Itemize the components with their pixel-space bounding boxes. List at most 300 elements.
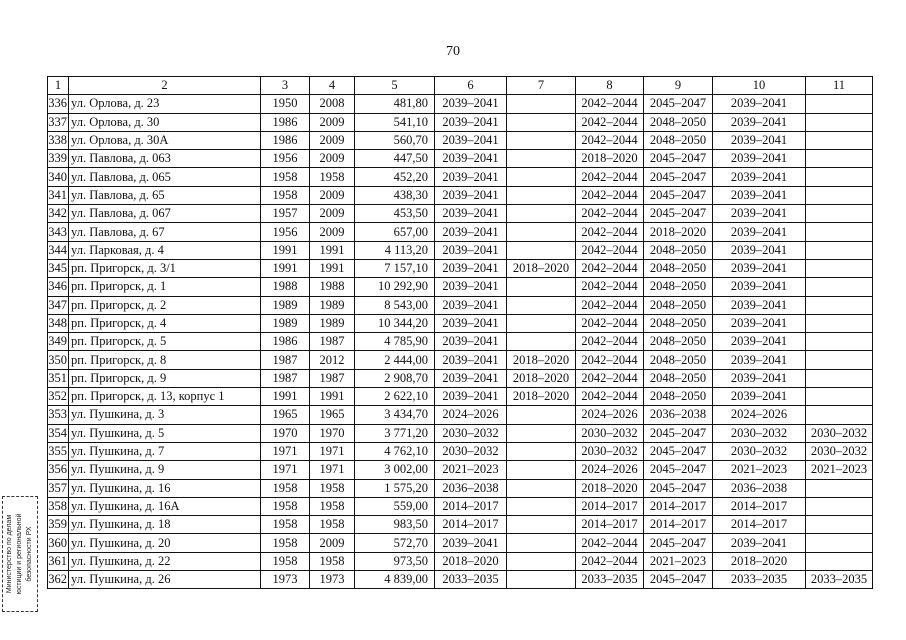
row-number-cell: 337 bbox=[48, 113, 69, 131]
area-cell: 481,80 bbox=[355, 95, 435, 113]
row-number-cell: 341 bbox=[48, 186, 69, 204]
row-number-cell: 356 bbox=[48, 461, 69, 479]
year-commissioned-cell: 2009 bbox=[310, 205, 355, 223]
table-row bbox=[48, 442, 873, 460]
period-col10-cell: 2039–2041 bbox=[713, 351, 806, 369]
address-cell: ул. Парковая, д. 4 bbox=[69, 241, 261, 259]
period-col9-cell: 2048–2050 bbox=[644, 131, 713, 149]
table-row bbox=[48, 351, 873, 369]
table-row bbox=[48, 571, 873, 589]
period-col7-cell bbox=[507, 113, 576, 131]
area-cell: 10 344,20 bbox=[355, 314, 435, 332]
row-number-cell: 358 bbox=[48, 497, 69, 515]
area-cell: 560,70 bbox=[355, 131, 435, 149]
column-header: 8 bbox=[576, 77, 644, 95]
period-col9-cell: 2045–2047 bbox=[644, 442, 713, 460]
period-col9-cell: 2048–2050 bbox=[644, 113, 713, 131]
period-col10-cell: 2030–2032 bbox=[713, 424, 806, 442]
period-col10-cell: 2039–2041 bbox=[713, 278, 806, 296]
row-number-cell: 346 bbox=[48, 278, 69, 296]
row-number-cell: 338 bbox=[48, 131, 69, 149]
period-col9-cell: 2048–2050 bbox=[644, 351, 713, 369]
period-col11-cell bbox=[806, 186, 873, 204]
address-cell: рп. Пригорск, д. 5 bbox=[69, 333, 261, 351]
period-col9-cell: 2045–2047 bbox=[644, 186, 713, 204]
period-col7-cell bbox=[507, 571, 576, 589]
address-cell: ул. Орлова, д. 30 bbox=[69, 113, 261, 131]
period-col6-cell: 2039–2041 bbox=[435, 333, 507, 351]
period-col10-cell: 2021–2023 bbox=[713, 461, 806, 479]
table-row bbox=[48, 479, 873, 497]
year-built-cell: 1956 bbox=[261, 223, 310, 241]
year-built-cell: 1950 bbox=[261, 95, 310, 113]
period-col7-cell bbox=[507, 205, 576, 223]
period-col10-cell: 2033–2035 bbox=[713, 571, 806, 589]
address-cell: ул. Пушкина, д. 16А bbox=[69, 497, 261, 515]
area-cell: 4 113,20 bbox=[355, 241, 435, 259]
row-number-cell: 347 bbox=[48, 296, 69, 314]
row-number-cell: 362 bbox=[48, 571, 69, 589]
area-cell: 453,50 bbox=[355, 205, 435, 223]
address-cell: ул. Пушкина, д. 7 bbox=[69, 442, 261, 460]
period-col6-cell: 2039–2041 bbox=[435, 388, 507, 406]
period-col9-cell: 2045–2047 bbox=[644, 461, 713, 479]
period-col8-cell: 2042–2044 bbox=[576, 388, 644, 406]
period-col10-cell: 2039–2041 bbox=[713, 388, 806, 406]
period-col9-cell: 2045–2047 bbox=[644, 150, 713, 168]
period-col7-cell bbox=[507, 424, 576, 442]
table-header-row bbox=[48, 77, 873, 95]
address-cell: ул. Пушкина, д. 18 bbox=[69, 516, 261, 534]
year-built-cell: 1987 bbox=[261, 351, 310, 369]
period-col9-cell: 2048–2050 bbox=[644, 388, 713, 406]
period-col11-cell: 2021–2023 bbox=[806, 461, 873, 479]
column-header: 2 bbox=[69, 77, 261, 95]
year-built-cell: 1956 bbox=[261, 150, 310, 168]
year-built-cell: 1958 bbox=[261, 186, 310, 204]
period-col9-cell: 2018–2020 bbox=[644, 223, 713, 241]
column-header: 9 bbox=[644, 77, 713, 95]
period-col10-cell: 2039–2041 bbox=[713, 223, 806, 241]
period-col6-cell: 2039–2041 bbox=[435, 351, 507, 369]
year-commissioned-cell: 1971 bbox=[310, 461, 355, 479]
period-col8-cell: 2018–2020 bbox=[576, 150, 644, 168]
column-header: 7 bbox=[507, 77, 576, 95]
period-col6-cell: 2039–2041 bbox=[435, 259, 507, 277]
address-cell: ул. Орлова, д. 23 bbox=[69, 95, 261, 113]
period-col7-cell bbox=[507, 95, 576, 113]
period-col6-cell: 2039–2041 bbox=[435, 278, 507, 296]
year-commissioned-cell: 1987 bbox=[310, 333, 355, 351]
year-built-cell: 1958 bbox=[261, 479, 310, 497]
period-col7-cell bbox=[507, 131, 576, 149]
period-col7-cell bbox=[507, 278, 576, 296]
area-cell: 973,50 bbox=[355, 552, 435, 570]
year-commissioned-cell: 1958 bbox=[310, 168, 355, 186]
column-header: 10 bbox=[713, 77, 806, 95]
period-col9-cell: 2045–2047 bbox=[644, 168, 713, 186]
table-row bbox=[48, 516, 873, 534]
period-col10-cell: 2039–2041 bbox=[713, 369, 806, 387]
period-col7-cell bbox=[507, 534, 576, 552]
period-col8-cell: 2024–2026 bbox=[576, 406, 644, 424]
row-number-cell: 345 bbox=[48, 259, 69, 277]
period-col6-cell: 2021–2023 bbox=[435, 461, 507, 479]
period-col6-cell: 2039–2041 bbox=[435, 205, 507, 223]
year-commissioned-cell: 2009 bbox=[310, 150, 355, 168]
year-built-cell: 1970 bbox=[261, 424, 310, 442]
period-col8-cell: 2030–2032 bbox=[576, 442, 644, 460]
table-row bbox=[48, 296, 873, 314]
period-col11-cell bbox=[806, 150, 873, 168]
period-col8-cell: 2042–2044 bbox=[576, 131, 644, 149]
row-number-cell: 359 bbox=[48, 516, 69, 534]
year-commissioned-cell: 2008 bbox=[310, 95, 355, 113]
row-number-cell: 353 bbox=[48, 406, 69, 424]
year-commissioned-cell: 1965 bbox=[310, 406, 355, 424]
period-col10-cell: 2014–2017 bbox=[713, 497, 806, 515]
period-col6-cell: 2030–2032 bbox=[435, 424, 507, 442]
registration-stamp bbox=[2, 496, 38, 612]
address-cell: рп. Пригорск, д. 1 bbox=[69, 278, 261, 296]
period-col11-cell bbox=[806, 296, 873, 314]
column-header: 11 bbox=[806, 77, 873, 95]
period-col10-cell: 2039–2041 bbox=[713, 205, 806, 223]
table-row bbox=[48, 223, 873, 241]
year-commissioned-cell: 1988 bbox=[310, 278, 355, 296]
period-col11-cell bbox=[806, 516, 873, 534]
table-row bbox=[48, 552, 873, 570]
period-col11-cell bbox=[806, 497, 873, 515]
area-cell: 7 157,10 bbox=[355, 259, 435, 277]
period-col7-cell: 2018–2020 bbox=[507, 369, 576, 387]
year-built-cell: 1988 bbox=[261, 278, 310, 296]
row-number-cell: 343 bbox=[48, 223, 69, 241]
year-built-cell: 1989 bbox=[261, 296, 310, 314]
year-built-cell: 1971 bbox=[261, 461, 310, 479]
period-col7-cell bbox=[507, 406, 576, 424]
period-col11-cell bbox=[806, 314, 873, 332]
period-col6-cell: 2039–2041 bbox=[435, 369, 507, 387]
address-cell: ул. Пушкина, д. 9 bbox=[69, 461, 261, 479]
row-number-cell: 354 bbox=[48, 424, 69, 442]
address-cell: рп. Пригорск, д. 9 bbox=[69, 369, 261, 387]
row-number-cell: 348 bbox=[48, 314, 69, 332]
period-col9-cell: 2048–2050 bbox=[644, 278, 713, 296]
address-cell: ул. Павлова, д. 65 bbox=[69, 186, 261, 204]
row-number-cell: 350 bbox=[48, 351, 69, 369]
address-cell: ул. Пушкина, д. 26 bbox=[69, 571, 261, 589]
area-cell: 438,30 bbox=[355, 186, 435, 204]
year-commissioned-cell: 1958 bbox=[310, 497, 355, 515]
period-col6-cell: 2039–2041 bbox=[435, 168, 507, 186]
period-col6-cell: 2024–2026 bbox=[435, 406, 507, 424]
year-commissioned-cell: 1989 bbox=[310, 314, 355, 332]
table-row bbox=[48, 259, 873, 277]
period-col8-cell: 2042–2044 bbox=[576, 186, 644, 204]
period-col10-cell: 2024–2026 bbox=[713, 406, 806, 424]
year-commissioned-cell: 2009 bbox=[310, 113, 355, 131]
period-col10-cell: 2018–2020 bbox=[713, 552, 806, 570]
table-row bbox=[48, 497, 873, 515]
period-col6-cell: 2030–2032 bbox=[435, 442, 507, 460]
period-col9-cell: 2045–2047 bbox=[644, 424, 713, 442]
period-col11-cell bbox=[806, 113, 873, 131]
page-number: 70 bbox=[446, 44, 460, 59]
period-col8-cell: 2042–2044 bbox=[576, 296, 644, 314]
year-built-cell: 1991 bbox=[261, 241, 310, 259]
period-col11-cell bbox=[806, 278, 873, 296]
period-col6-cell: 2039–2041 bbox=[435, 95, 507, 113]
period-col10-cell: 2039–2041 bbox=[713, 131, 806, 149]
column-header: 6 bbox=[435, 77, 507, 95]
year-commissioned-cell: 1991 bbox=[310, 259, 355, 277]
year-built-cell: 1971 bbox=[261, 442, 310, 460]
period-col11-cell bbox=[806, 205, 873, 223]
year-built-cell: 1986 bbox=[261, 113, 310, 131]
period-col8-cell: 2030–2032 bbox=[576, 424, 644, 442]
period-col7-cell bbox=[507, 479, 576, 497]
area-cell: 559,00 bbox=[355, 497, 435, 515]
period-col9-cell: 2045–2047 bbox=[644, 205, 713, 223]
area-cell: 657,00 bbox=[355, 223, 435, 241]
year-commissioned-cell: 1958 bbox=[310, 479, 355, 497]
period-col7-cell bbox=[507, 516, 576, 534]
period-col8-cell: 2042–2044 bbox=[576, 552, 644, 570]
address-cell: рп. Пригорск, д. 13, корпус 1 bbox=[69, 388, 261, 406]
row-number-cell: 352 bbox=[48, 388, 69, 406]
area-cell: 10 292,90 bbox=[355, 278, 435, 296]
table-row bbox=[48, 95, 873, 113]
period-col10-cell: 2039–2041 bbox=[713, 259, 806, 277]
period-col11-cell bbox=[806, 259, 873, 277]
area-cell: 452,20 bbox=[355, 168, 435, 186]
period-col9-cell: 2045–2047 bbox=[644, 534, 713, 552]
period-col9-cell: 2045–2047 bbox=[644, 571, 713, 589]
year-built-cell: 1987 bbox=[261, 369, 310, 387]
period-col9-cell: 2036–2038 bbox=[644, 406, 713, 424]
year-built-cell: 1958 bbox=[261, 552, 310, 570]
area-cell: 572,70 bbox=[355, 534, 435, 552]
period-col6-cell: 2039–2041 bbox=[435, 223, 507, 241]
period-col6-cell: 2014–2017 bbox=[435, 497, 507, 515]
period-col7-cell bbox=[507, 186, 576, 204]
row-number-cell: 340 bbox=[48, 168, 69, 186]
table-row bbox=[48, 314, 873, 332]
period-col10-cell: 2039–2041 bbox=[713, 113, 806, 131]
area-cell: 4 785,90 bbox=[355, 333, 435, 351]
row-number-cell: 355 bbox=[48, 442, 69, 460]
year-built-cell: 1973 bbox=[261, 571, 310, 589]
area-cell: 447,50 bbox=[355, 150, 435, 168]
row-number-cell: 351 bbox=[48, 369, 69, 387]
period-col9-cell: 2045–2047 bbox=[644, 479, 713, 497]
period-col10-cell: 2030–2032 bbox=[713, 442, 806, 460]
area-cell: 3 002,00 bbox=[355, 461, 435, 479]
year-commissioned-cell: 1970 bbox=[310, 424, 355, 442]
period-col7-cell bbox=[507, 168, 576, 186]
period-col8-cell: 2042–2044 bbox=[576, 223, 644, 241]
table-row bbox=[48, 461, 873, 479]
column-header: 3 bbox=[261, 77, 310, 95]
period-col11-cell bbox=[806, 168, 873, 186]
period-col8-cell: 2042–2044 bbox=[576, 95, 644, 113]
row-number-cell: 360 bbox=[48, 534, 69, 552]
period-col10-cell: 2039–2041 bbox=[713, 168, 806, 186]
period-col11-cell bbox=[806, 388, 873, 406]
period-col11-cell bbox=[806, 534, 873, 552]
period-col7-cell bbox=[507, 442, 576, 460]
period-col9-cell: 2048–2050 bbox=[644, 259, 713, 277]
period-col7-cell bbox=[507, 314, 576, 332]
row-number-cell: 336 bbox=[48, 95, 69, 113]
year-built-cell: 1965 bbox=[261, 406, 310, 424]
period-col7-cell bbox=[507, 296, 576, 314]
row-number-cell: 361 bbox=[48, 552, 69, 570]
period-col9-cell: 2048–2050 bbox=[644, 241, 713, 259]
year-built-cell: 1986 bbox=[261, 131, 310, 149]
period-col7-cell bbox=[507, 497, 576, 515]
period-col9-cell: 2048–2050 bbox=[644, 296, 713, 314]
year-commissioned-cell: 2009 bbox=[310, 223, 355, 241]
period-col6-cell: 2039–2041 bbox=[435, 314, 507, 332]
year-built-cell: 1958 bbox=[261, 516, 310, 534]
address-cell: рп. Пригорск, д. 2 bbox=[69, 296, 261, 314]
address-cell: рп. Пригорск, д. 3/1 bbox=[69, 259, 261, 277]
area-cell: 2 444,00 bbox=[355, 351, 435, 369]
column-header: 4 bbox=[310, 77, 355, 95]
year-built-cell: 1991 bbox=[261, 259, 310, 277]
area-cell: 3 434,70 bbox=[355, 406, 435, 424]
table-row bbox=[48, 333, 873, 351]
period-col8-cell: 2042–2044 bbox=[576, 333, 644, 351]
period-col9-cell: 2014–2017 bbox=[644, 497, 713, 515]
year-commissioned-cell: 2009 bbox=[310, 131, 355, 149]
table-row bbox=[48, 369, 873, 387]
row-number-cell: 357 bbox=[48, 479, 69, 497]
period-col11-cell bbox=[806, 479, 873, 497]
year-commissioned-cell: 1991 bbox=[310, 241, 355, 259]
period-col6-cell: 2033–2035 bbox=[435, 571, 507, 589]
period-col8-cell: 2042–2044 bbox=[576, 534, 644, 552]
address-cell: ул. Пушкина, д. 22 bbox=[69, 552, 261, 570]
year-commissioned-cell: 1971 bbox=[310, 442, 355, 460]
year-commissioned-cell: 1989 bbox=[310, 296, 355, 314]
period-col11-cell bbox=[806, 241, 873, 259]
period-col6-cell: 2036–2038 bbox=[435, 479, 507, 497]
table-row bbox=[48, 186, 873, 204]
area-cell: 983,50 bbox=[355, 516, 435, 534]
period-col6-cell: 2014–2017 bbox=[435, 516, 507, 534]
period-col7-cell bbox=[507, 333, 576, 351]
period-col8-cell: 2033–2035 bbox=[576, 571, 644, 589]
address-cell: ул. Пушкина, д. 3 bbox=[69, 406, 261, 424]
period-col7-cell bbox=[507, 461, 576, 479]
period-col11-cell: 2030–2032 bbox=[806, 424, 873, 442]
period-col8-cell: 2024–2026 bbox=[576, 461, 644, 479]
period-col6-cell: 2039–2041 bbox=[435, 296, 507, 314]
column-header: 1 bbox=[48, 77, 69, 95]
table-row bbox=[48, 205, 873, 223]
period-col11-cell bbox=[806, 131, 873, 149]
address-cell: ул. Павлова, д. 065 bbox=[69, 168, 261, 186]
period-col6-cell: 2039–2041 bbox=[435, 113, 507, 131]
address-cell: ул. Пушкина, д. 16 bbox=[69, 479, 261, 497]
area-cell: 1 575,20 bbox=[355, 479, 435, 497]
address-cell: ул. Пушкина, д. 20 bbox=[69, 534, 261, 552]
year-built-cell: 1958 bbox=[261, 497, 310, 515]
period-col9-cell: 2021–2023 bbox=[644, 552, 713, 570]
period-col6-cell: 2039–2041 bbox=[435, 150, 507, 168]
row-number-cell: 342 bbox=[48, 205, 69, 223]
period-col9-cell: 2048–2050 bbox=[644, 333, 713, 351]
area-cell: 4 839,00 bbox=[355, 571, 435, 589]
period-col8-cell: 2042–2044 bbox=[576, 241, 644, 259]
period-col8-cell: 2042–2044 bbox=[576, 314, 644, 332]
period-col10-cell: 2039–2041 bbox=[713, 534, 806, 552]
period-col8-cell: 2042–2044 bbox=[576, 168, 644, 186]
period-col11-cell bbox=[806, 223, 873, 241]
year-built-cell: 1986 bbox=[261, 333, 310, 351]
table-row bbox=[48, 388, 873, 406]
period-col8-cell: 2014–2017 bbox=[576, 497, 644, 515]
table-row bbox=[48, 168, 873, 186]
year-commissioned-cell: 1991 bbox=[310, 388, 355, 406]
period-col8-cell: 2042–2044 bbox=[576, 113, 644, 131]
period-col6-cell: 2039–2041 bbox=[435, 186, 507, 204]
stamp-text-line: Министерство по делам bbox=[6, 514, 13, 594]
year-built-cell: 1958 bbox=[261, 168, 310, 186]
period-col10-cell: 2014–2017 bbox=[713, 516, 806, 534]
table-row bbox=[48, 406, 873, 424]
stamp-text-line: безопасности РХ bbox=[26, 526, 33, 582]
year-built-cell: 1957 bbox=[261, 205, 310, 223]
year-commissioned-cell: 2009 bbox=[310, 534, 355, 552]
address-cell: ул. Павлова, д. 67 bbox=[69, 223, 261, 241]
period-col8-cell: 2042–2044 bbox=[576, 351, 644, 369]
area-cell: 2 908,70 bbox=[355, 369, 435, 387]
period-col7-cell bbox=[507, 223, 576, 241]
area-cell: 541,10 bbox=[355, 113, 435, 131]
area-cell: 2 622,10 bbox=[355, 388, 435, 406]
address-cell: ул. Орлова, д. 30А bbox=[69, 131, 261, 149]
row-number-cell: 344 bbox=[48, 241, 69, 259]
table-row bbox=[48, 241, 873, 259]
address-cell: ул. Пушкина, д. 5 bbox=[69, 424, 261, 442]
year-built-cell: 1989 bbox=[261, 314, 310, 332]
year-commissioned-cell: 1987 bbox=[310, 369, 355, 387]
year-commissioned-cell: 1958 bbox=[310, 516, 355, 534]
year-commissioned-cell: 1973 bbox=[310, 571, 355, 589]
period-col9-cell: 2048–2050 bbox=[644, 314, 713, 332]
period-col8-cell: 2014–2017 bbox=[576, 516, 644, 534]
period-col7-cell bbox=[507, 241, 576, 259]
area-cell: 3 771,20 bbox=[355, 424, 435, 442]
period-col11-cell bbox=[806, 351, 873, 369]
period-col11-cell: 2030–2032 bbox=[806, 442, 873, 460]
row-number-cell: 339 bbox=[48, 150, 69, 168]
period-col8-cell: 2042–2044 bbox=[576, 259, 644, 277]
period-col11-cell bbox=[806, 333, 873, 351]
address-cell: ул. Павлова, д. 063 bbox=[69, 150, 261, 168]
area-cell: 8 543,00 bbox=[355, 296, 435, 314]
table-row bbox=[48, 534, 873, 552]
period-col6-cell: 2039–2041 bbox=[435, 131, 507, 149]
stamp-text-line: юстиции и региональной bbox=[16, 513, 23, 595]
period-col8-cell: 2018–2020 bbox=[576, 479, 644, 497]
schedule-table bbox=[47, 76, 873, 589]
table-row bbox=[48, 278, 873, 296]
